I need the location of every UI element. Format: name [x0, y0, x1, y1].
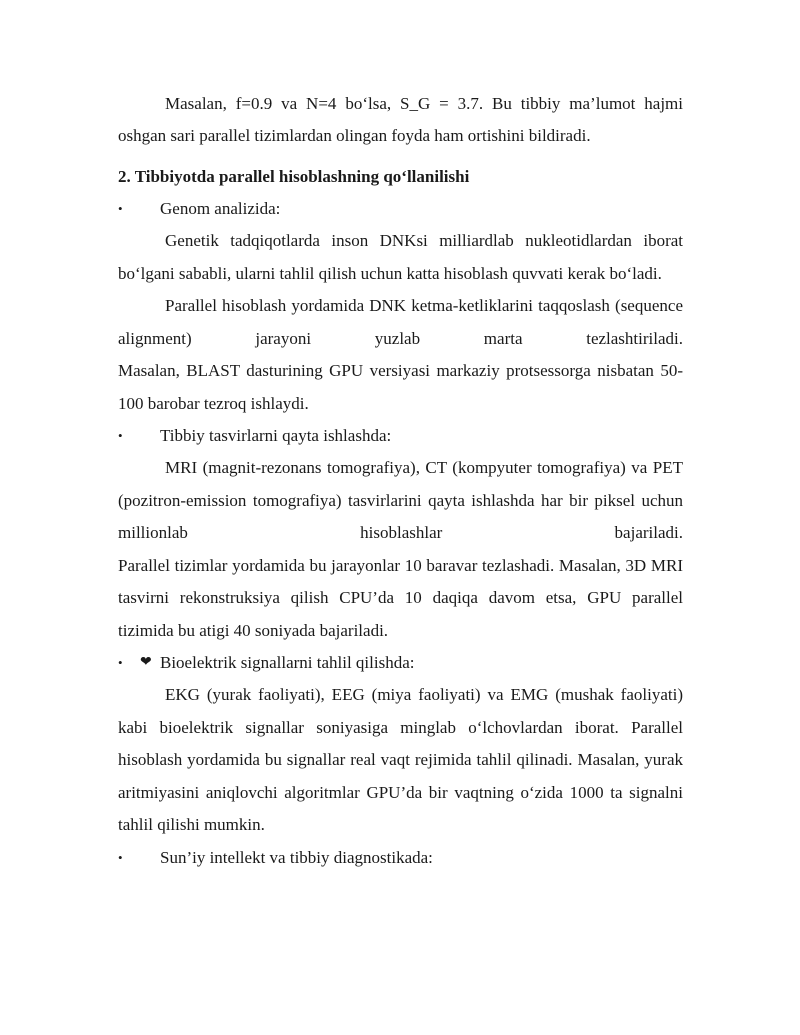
bullet-dot-icon: • — [118, 428, 123, 443]
bullet-label: Sun’iy intellekt va tibbiy diagnostikada: — [160, 847, 433, 867]
section-heading: 2. Tibbiyotda parallel hisoblashning qo‘llanilishi — [118, 167, 470, 186]
bio-paragraph: EKG (yurak faoliyati), EEG (miya faoliyati) va EMG (mushak faoliyati) kabi bioelektrik signallar soniyasiga minglab o‘lchovlardan iborat. Parallel hisoblash yordamida bu signallar real vaqt rejimida tahlil qilinadi. Masalan, yurak aritmiyasini aniqlovchi algoritmlar GPU’da bir vaqtning o‘zida 1000 ta signalni tahlil qilishi mumkin. — [118, 685, 683, 834]
genom-paragraph-2b: Masalan, BLAST dasturining GPU versiyasi markaziy protsessorga nisbatan 50-100 barobar tezroq ishlaydi. — [118, 361, 683, 413]
bullet-tasvir — [118, 420, 683, 452]
genom-paragraph-1: Genetik tadqiqotlarda inson DNKsi milliardlab nukleotidlardan iborat bo‘lgani sababli, ularni tahlil qilish uchun katta hisoblash quvvati kerak bo‘ladi. — [118, 231, 683, 283]
intro-paragraph: Masalan, f=0.9 va N=4 bo‘lsa, S_G = 3.7. Bu tibbiy ma’lumot hajmi oshgan sari parallel tizimlardan olingan foyda ham ortishini bildiradi. — [118, 94, 683, 145]
tasvir-paragraph-2: Parallel tizimlar yordamida bu jarayonlar 10 baravar tezlashadi. Masalan, 3D MRI tasvirni rekonstruksiya qilish CPU’da 10 daqiqa davom etsa, GPU parallel tizimida bu atigi 40 soniyada bajariladi. — [118, 555, 683, 640]
heart-icon: ❤ — [140, 655, 152, 670]
bullet-label: Genom analizida: — [160, 199, 281, 218]
genom-paragraph-2: Parallel hisoblash yordamida DNK ketma-ketliklarini taqqoslash (sequence alignment) jarayoni yuzlab marta tezlashtiriladi. — [118, 296, 683, 348]
bullet-bio — [118, 647, 683, 679]
bullet-dot-icon: • — [118, 849, 123, 865]
bullet-label: Tibbiy tasvirlarni qayta ishlashda: — [160, 426, 392, 445]
bullet-dot-icon: • — [118, 201, 123, 216]
tasvir-paragraph-1: MRI (magnit-rezonans tomografiya), CT (kompyuter tomografiya) va PET (pozitron-emission tomografiya) tasvirlarini qayta ishlashda har bir piksel uchun millionlab hisoblashlar bajariladi. — [118, 458, 683, 542]
bullet-dot-icon: • — [118, 655, 123, 670]
bullet-genom — [118, 193, 683, 225]
bullet-label: Bioelektrik signallarni tahlil qilishda: — [160, 653, 415, 672]
document-page — [118, 88, 683, 874]
bullet-ai — [118, 842, 683, 874]
